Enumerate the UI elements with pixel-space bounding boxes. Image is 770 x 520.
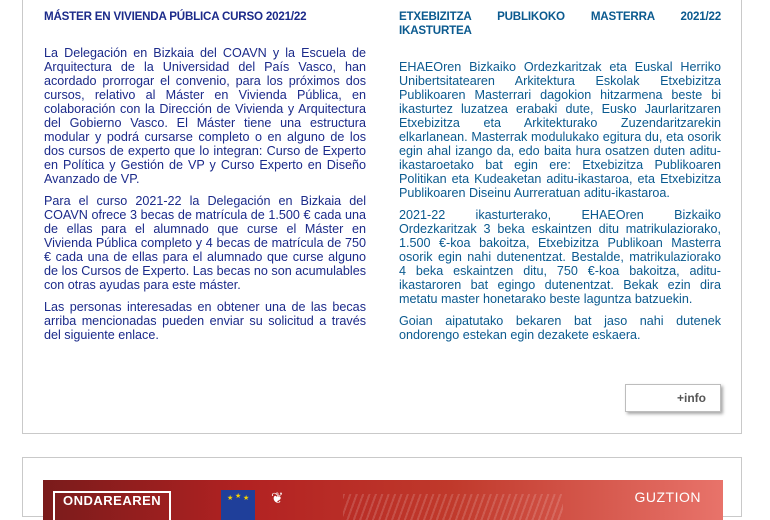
bird-logo-icon: ❦ xyxy=(271,490,284,507)
spanish-paragraph-1: La Delegación en Bizkaia del COAVN y la Escuela de Arquitectura de la Universidad del País Vasco, han acordado prorrogar el convenio, para los próximos dos cursos, relativo al Máster en Vivienda Pública, en colaboración con la Dirección de Vivienda y Arquitectura del Gobierno Vasco. El Máster tiene una estructura modular y podrá cursarse completo o en alguno de los dos cursos de experto que lo integran: Curso de Experto en Política y Gestión de VP y Curso Experto en Diseño Avanzado de VP. xyxy=(44,46,366,186)
more-info-button[interactable]: +info xyxy=(625,384,721,412)
spanish-heading: MÁSTER EN VIVIENDA PÚBLICA CURSO 2021/22 xyxy=(44,10,307,23)
news-card xyxy=(22,0,742,434)
basque-paragraph-2: 2021-22 ikasturterako, EHAEOren Bizkaiko Ordezkaritzak 3 beka eskaintzen ditu matrikulaziorako, 1.500 €-koa bakoitza, Etxebizitza Publikoan Masterra osorik egin nahi dutenentzat. Bestalde, matrikulaziorako 4 beka eskaintzen ditu, 750 €-koa bakoitza, aditu-ikastaroren bat egingo dutenentzat. Bekak ezin dira metatu master honetarako beste laguntza batzuekin. xyxy=(399,208,721,306)
banner-left-text: ONDAREAREN xyxy=(53,491,171,520)
basque-paragraph-1: EHAEOren Bizkaiko Ordezkaritzak eta Euskal Herriko Unibertsitatearen Arkitektura Eskolak Etxebizitza Publikoaren Masterrari dagokion hitzarmena beste bi ikasturtez luzatzea erabaki dute, Eusko Jaurlaritzaren Etxebizitza eta Arkitekturako Zuzendaritzarekin elkarlanean. Masterrak modulukako egitura du, eta osorik egin ahal izango da, edo baita hura osatzen duten aditu-ikastaroetako bat egin ere: Etxebizitza Publikoaren Politikan eta Kudeaketan aditu-ikastaroa, eta Etxebizitza Publikoaren Diseinu Aurreratuan aditu-ikastaroa. xyxy=(399,60,721,200)
wave-pattern xyxy=(343,494,563,520)
banner-right-text: GUZTION xyxy=(634,489,701,505)
spanish-paragraph-3: Las personas interesadas en obtener una de las becas arriba mencionadas pueden enviar su solicitud a través del siguiente enlace. xyxy=(44,300,366,342)
heritage-banner[interactable] xyxy=(43,480,723,520)
banner-card xyxy=(22,457,742,517)
basque-paragraph-3: Goian aipatutako bekaren bat jaso nahi dutenek ondorengo estekan egin dezakete eskaera. xyxy=(399,314,721,342)
basque-column xyxy=(399,10,721,350)
basque-heading: ETXEBIZITZA PUBLIKOKO MASTERRA 2021/22 IKASTURTEA xyxy=(399,10,721,37)
spanish-column xyxy=(44,10,366,350)
eu-flag-icon: ★ ★ ★ xyxy=(221,490,255,520)
spanish-paragraph-2: Para el curso 2021-22 la Delegación en Bizkaia del COAVN ofrece 3 becas de matrícula de 1.500 € cada una de ellas para el alumnado que curse el Máster en Vivienda Pública completo y 4 becas de matrícula de 750 € cada una de ellas para el alumnado que curse alguno de los Cursos de Experto. Las becas no son acumulables con otras ayudas para este máster. xyxy=(44,194,366,292)
